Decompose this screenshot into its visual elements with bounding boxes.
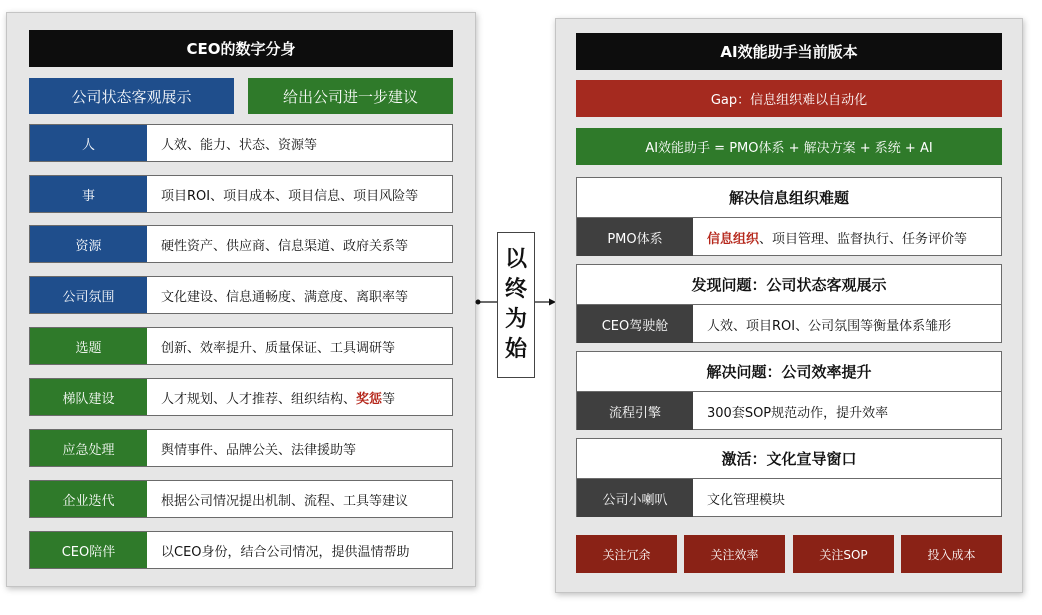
row-tag: 梯队建设 bbox=[30, 379, 147, 415]
row-desc: 舆情事件、品牌公关、法律援助等 bbox=[161, 442, 357, 458]
section-activate bbox=[576, 438, 1002, 517]
row-desc: 以CEO身份，结合公司情况，提供温情帮助 bbox=[161, 544, 410, 560]
section-desc: 文化管理模块 bbox=[707, 492, 786, 508]
left-title: CEO的数字分身 bbox=[29, 30, 453, 67]
section-title: 解决信息组织难题 bbox=[577, 178, 1001, 218]
row-desc: 根据公司情况提出机制、流程、工具等建议 bbox=[161, 493, 409, 509]
row-tag: 资源 bbox=[30, 226, 147, 262]
row-topics bbox=[29, 327, 453, 365]
footer-cost: 投入成本 bbox=[901, 535, 1002, 573]
row-iteration bbox=[29, 480, 453, 518]
footer-redundancy: 关注冗余 bbox=[576, 535, 677, 573]
row-desc: 文化建设、信息通畅度、满意度、离职率等 bbox=[161, 289, 409, 305]
left-panel bbox=[6, 12, 476, 587]
row-desc: 创新、效率提升、质量保证、工具调研等 bbox=[161, 340, 396, 356]
section-desc-highlight: 信息组织 bbox=[707, 231, 760, 247]
motto-char: 以 bbox=[504, 247, 527, 272]
footer-efficiency: 关注效率 bbox=[684, 535, 785, 573]
row-tag: 事 bbox=[30, 176, 147, 212]
right-title: AI效能助手当前版本 bbox=[576, 33, 1002, 70]
row-talent bbox=[29, 378, 453, 416]
section-tag: 公司小喇叭 bbox=[577, 479, 693, 517]
row-tag: 选题 bbox=[30, 328, 147, 364]
section-tag: 流程引擎 bbox=[577, 392, 693, 430]
section-tag: CEO驾驶舱 bbox=[577, 305, 693, 343]
section-title: 解决问题：公司效率提升 bbox=[577, 352, 1001, 392]
row-desc-text: 人才规划、人才推荐、组织结构、 bbox=[161, 391, 357, 407]
right-panel bbox=[555, 18, 1023, 593]
status-display-button: 公司状态客观展示 bbox=[29, 78, 234, 114]
section-title: 发现问题：公司状态客观展示 bbox=[577, 265, 1001, 305]
row-desc: 人效、能力、状态、资源等 bbox=[161, 137, 318, 153]
section-info-org bbox=[576, 177, 1002, 256]
row-atmosphere bbox=[29, 276, 453, 314]
formula-banner: AI效能助手 = PMO体系 + 解决方案 + 系统 + AI bbox=[576, 128, 1002, 165]
row-desc: 硬性资产、供应商、信息渠道、政府关系等 bbox=[161, 238, 409, 254]
motto-char: 终 bbox=[504, 277, 527, 302]
motto-char: 始 bbox=[504, 337, 527, 362]
gap-banner: Gap：信息组织难以自动化 bbox=[576, 80, 1002, 117]
section-desc bbox=[693, 218, 1001, 256]
section-desc-text: 、项目管理、监督执行、任务评价等 bbox=[759, 231, 968, 247]
section-tag: PMO体系 bbox=[577, 218, 693, 256]
section-solve bbox=[576, 351, 1002, 430]
row-resources bbox=[29, 225, 453, 263]
section-discover bbox=[576, 264, 1002, 343]
row-people bbox=[29, 124, 453, 162]
start-with-end-box bbox=[497, 232, 535, 378]
row-tag: CEO陪伴 bbox=[30, 532, 147, 568]
suggestion-button: 给出公司进一步建议 bbox=[248, 78, 453, 114]
section-title: 激活：文化宣导窗口 bbox=[577, 439, 1001, 479]
row-emergency bbox=[29, 429, 453, 467]
footer-sop: 关注SOP bbox=[793, 535, 894, 573]
row-tag: 公司氛围 bbox=[30, 277, 147, 313]
section-desc: 人效、项目ROI、公司氛围等衡量体系雏形 bbox=[707, 318, 952, 334]
row-desc: 项目ROI、项目成本、项目信息、项目风险等 bbox=[161, 188, 419, 204]
row-tag: 企业迭代 bbox=[30, 481, 147, 517]
row-desc-text: 等 bbox=[382, 391, 396, 407]
section-desc: 300套SOP规范动作，提升效率 bbox=[707, 405, 889, 421]
row-desc-highlight: 奖惩 bbox=[356, 391, 383, 407]
row-affairs bbox=[29, 175, 453, 213]
row-desc bbox=[147, 379, 452, 415]
row-ceo-companion bbox=[29, 531, 453, 569]
motto-char: 为 bbox=[504, 307, 527, 332]
row-tag: 人 bbox=[30, 125, 147, 161]
row-tag: 应急处理 bbox=[30, 430, 147, 466]
